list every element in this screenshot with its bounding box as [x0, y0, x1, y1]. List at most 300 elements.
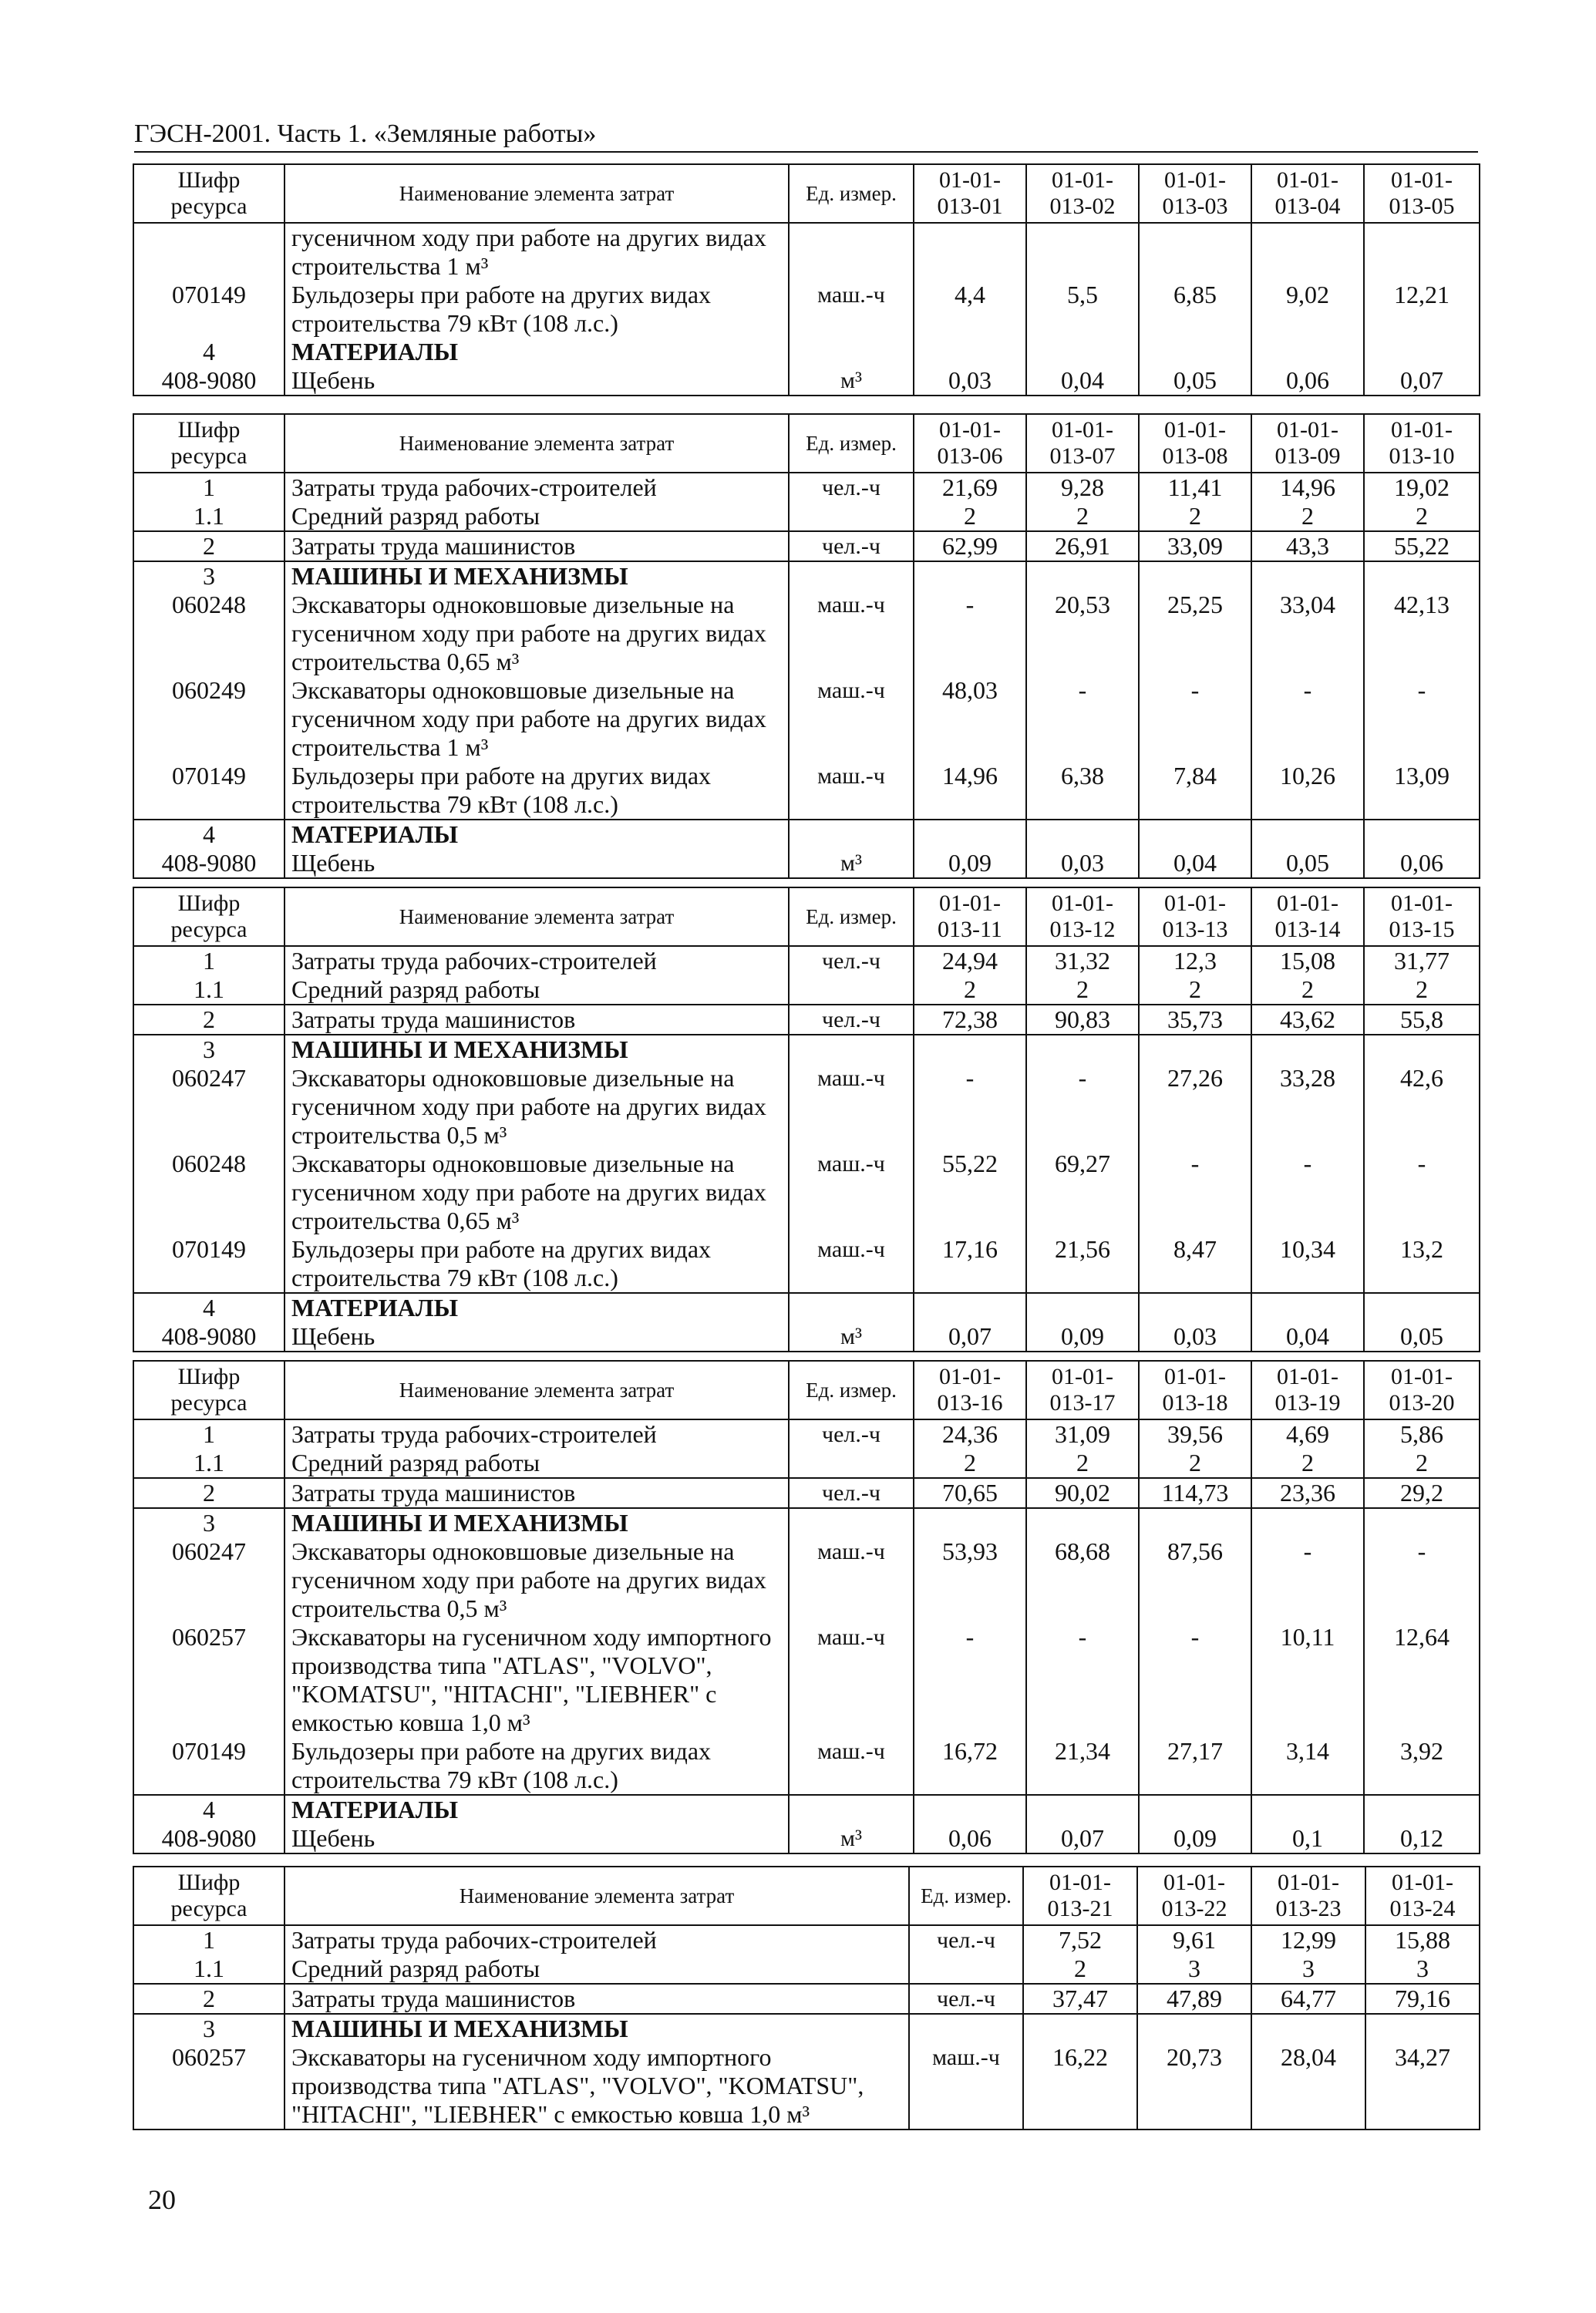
resource-name: гусеничном ходу при работе на других видах строительства 1 м³ [285, 223, 789, 281]
value-cell: 12,21 [1364, 281, 1480, 338]
value-cell [914, 1795, 1026, 1824]
value-cell: 9,61 [1137, 1925, 1251, 1954]
value-cell: 0,03 [1026, 849, 1139, 878]
norms-table-2 [133, 413, 1480, 879]
value-cell: 0,06 [1364, 849, 1480, 878]
value-cell [914, 1293, 1026, 1322]
header-code: Шифр ресурса [133, 887, 285, 946]
value-cell: 2 [1251, 502, 1364, 531]
value-cell: 0,04 [1139, 849, 1251, 878]
resource-code: 3 [133, 2014, 285, 2043]
value-cell [1364, 1035, 1480, 1064]
value-cell: - [1251, 1150, 1364, 1235]
table-header-row [133, 414, 1480, 473]
value-cell: 0,03 [914, 366, 1026, 396]
header-code: Шифр ресурса [133, 1867, 285, 1925]
header-norm-code: 01-01-013-03 [1139, 164, 1251, 223]
value-cell: 2 [1251, 975, 1364, 1005]
value-cell: 70,65 [914, 1478, 1026, 1508]
value-cell [1137, 2014, 1251, 2043]
value-cell: 48,03 [914, 676, 1026, 762]
header-norm-code: 01-01-013-01 [914, 164, 1026, 223]
value-cell: 114,73 [1139, 1478, 1251, 1508]
header-norm-code: 01-01-013-04 [1251, 164, 1364, 223]
value-cell: 2 [1026, 1449, 1139, 1478]
header-unit: Ед. измер. [789, 1361, 914, 1419]
resource-code: 4 [133, 1795, 285, 1824]
resource-code: 1.1 [133, 1954, 285, 1984]
value-cell: 33,04 [1251, 591, 1364, 676]
value-cell: 68,68 [1026, 1537, 1139, 1623]
unit [789, 561, 914, 591]
value-cell: 11,41 [1139, 473, 1251, 502]
header-code: Шифр ресурса [133, 1361, 285, 1419]
value-cell [1026, 561, 1139, 591]
value-cell: 2 [1139, 1449, 1251, 1478]
resource-name: Щебень [285, 1824, 789, 1853]
resource-code: 070149 [133, 281, 285, 338]
unit: м³ [789, 1322, 914, 1352]
header-norm-code: 01-01-013-12 [1026, 887, 1139, 946]
value-cell: 14,96 [1251, 473, 1364, 502]
value-cell [1251, 820, 1364, 849]
table-header-row [133, 1867, 1480, 1925]
value-cell [1139, 223, 1251, 281]
value-cell: 37,47 [1023, 1984, 1137, 2014]
value-cell [1364, 1508, 1480, 1537]
resource-code: 060248 [133, 591, 285, 676]
unit: чел.-ч [909, 1925, 1023, 1954]
value-cell: 31,09 [1026, 1419, 1139, 1449]
value-cell: 17,16 [914, 1235, 1026, 1293]
resource-name: Затраты труда рабочих-строителей [285, 1419, 789, 1449]
header-name: Наименование элемента затрат [285, 1867, 909, 1925]
value-cell: 31,77 [1364, 946, 1480, 975]
resource-name: Средний разряд работы [285, 975, 789, 1005]
table-row [133, 1035, 1480, 1064]
header-norm-code: 01-01-013-14 [1251, 887, 1364, 946]
value-cell: - [1251, 676, 1364, 762]
resource-code: 3 [133, 1508, 285, 1537]
value-cell: - [1139, 676, 1251, 762]
norms-table-1 [133, 163, 1480, 396]
unit [789, 820, 914, 849]
value-cell: 15,88 [1365, 1925, 1480, 1954]
header-norm-code: 01-01-013-23 [1251, 1867, 1365, 1925]
value-cell: - [1026, 676, 1139, 762]
unit: маш.-ч [789, 1623, 914, 1737]
value-cell: 4,69 [1251, 1419, 1364, 1449]
value-cell [914, 561, 1026, 591]
header-norm-code: 01-01-013-07 [1026, 414, 1139, 473]
value-cell: 0,03 [1139, 1322, 1251, 1352]
resource-code: 060257 [133, 1623, 285, 1737]
resource-name: Затраты труда машинистов [285, 531, 789, 561]
value-cell: 2 [1026, 975, 1139, 1005]
table-row [133, 1005, 1480, 1035]
header-norm-code: 01-01-013-10 [1364, 414, 1480, 473]
header-unit: Ед. измер. [789, 414, 914, 473]
resource-name: Бульдозеры при работе на других видах строительства 79 кВт (108 л.с.) [285, 1235, 789, 1293]
resource-name: Щебень [285, 366, 789, 396]
resource-code: 4 [133, 820, 285, 849]
header-name: Наименование элемента затрат [285, 164, 789, 223]
header-norm-code: 01-01-013-06 [914, 414, 1026, 473]
value-cell: 79,16 [1365, 1984, 1480, 2014]
resource-name: Экскаваторы на гусеничном ходу импортного производства типа "ATLAS", "VOLVO", "KOMATSU", "HITACHI", "LIEBHER" с емкостью ковша 1,0 м³ [285, 2043, 909, 2130]
value-cell: 2 [1023, 1954, 1137, 1984]
table-row [133, 2043, 1480, 2130]
unit [789, 1508, 914, 1537]
value-cell: 6,85 [1139, 281, 1251, 338]
unit [789, 1449, 914, 1478]
value-cell [1139, 1035, 1251, 1064]
value-cell: 34,27 [1365, 2043, 1480, 2130]
value-cell: 14,96 [914, 762, 1026, 820]
header-name: Наименование элемента затрат [285, 1361, 789, 1419]
unit: маш.-ч [789, 1737, 914, 1795]
table-row [133, 473, 1480, 502]
header-norm-code: 01-01-013-02 [1026, 164, 1139, 223]
value-cell: 0,04 [1251, 1322, 1364, 1352]
unit: м³ [789, 1824, 914, 1853]
value-cell: 0,05 [1139, 366, 1251, 396]
unit: чел.-ч [789, 946, 914, 975]
header-norm-code: 01-01-013-13 [1139, 887, 1251, 946]
value-cell [1023, 2014, 1137, 2043]
resource-name: Затраты труда рабочих-строителей [285, 1925, 909, 1954]
value-cell [1139, 1508, 1251, 1537]
table-row [133, 2014, 1480, 2043]
table-row [133, 820, 1480, 849]
header-norm-code: 01-01-013-05 [1364, 164, 1480, 223]
value-cell: 0,12 [1364, 1824, 1480, 1853]
unit [909, 2014, 1023, 2043]
value-cell: - [1251, 1537, 1364, 1623]
header-unit: Ед. измер. [789, 887, 914, 946]
resource-name: Экскаваторы одноковшовые дизельные на гусеничном ходу при работе на других видах строительства 1 м³ [285, 676, 789, 762]
value-cell: - [1026, 1623, 1139, 1737]
resource-code: 3 [133, 1035, 285, 1064]
resource-name: МАШИНЫ И МЕХАНИЗМЫ [285, 561, 789, 591]
value-cell: 0,06 [1251, 366, 1364, 396]
value-cell: 9,28 [1026, 473, 1139, 502]
value-cell: 0,06 [914, 1824, 1026, 1853]
unit [789, 1035, 914, 1064]
resource-code: 060249 [133, 676, 285, 762]
resource-code: 408-9080 [133, 1322, 285, 1352]
value-cell: - [1026, 1064, 1139, 1150]
value-cell [1139, 338, 1251, 366]
resource-name: МАТЕРИАЛЫ [285, 338, 789, 366]
value-cell [1139, 561, 1251, 591]
table-row [133, 223, 1480, 281]
value-cell: 2 [914, 502, 1026, 531]
value-cell [1026, 820, 1139, 849]
resource-name: МАШИНЫ И МЕХАНИЗМЫ [285, 1508, 789, 1537]
resource-name: Затраты труда машинистов [285, 1984, 909, 2014]
value-cell [1364, 338, 1480, 366]
value-cell [1251, 2014, 1365, 2043]
value-cell: 2 [914, 1449, 1026, 1478]
value-cell [1139, 820, 1251, 849]
resource-name: Бульдозеры при работе на других видах строительства 79 кВт (108 л.с.) [285, 1737, 789, 1795]
value-cell: 43,62 [1251, 1005, 1364, 1035]
value-cell [1364, 820, 1480, 849]
value-cell [1251, 561, 1364, 591]
resource-code: 1.1 [133, 1449, 285, 1478]
value-cell: 72,38 [914, 1005, 1026, 1035]
table-row [133, 1508, 1480, 1537]
table-row [133, 946, 1480, 975]
value-cell: 0,05 [1251, 849, 1364, 878]
value-cell: 0,05 [1364, 1322, 1480, 1352]
table-row [133, 1478, 1480, 1508]
resource-code [133, 223, 285, 281]
resource-code: 070149 [133, 1235, 285, 1293]
value-cell: 55,22 [914, 1150, 1026, 1235]
resource-name: Затраты труда машинистов [285, 1005, 789, 1035]
value-cell: 12,3 [1139, 946, 1251, 975]
value-cell: 12,99 [1251, 1925, 1365, 1954]
value-cell [914, 820, 1026, 849]
unit [789, 1795, 914, 1824]
value-cell: 7,84 [1139, 762, 1251, 820]
unit: чел.-ч [789, 1005, 914, 1035]
table-row [133, 676, 1480, 762]
resource-name: МАШИНЫ И МЕХАНИЗМЫ [285, 1035, 789, 1064]
value-cell: 19,02 [1364, 473, 1480, 502]
header-name: Наименование элемента затрат [285, 887, 789, 946]
value-cell: 62,99 [914, 531, 1026, 561]
resource-code: 3 [133, 561, 285, 591]
resource-code: 1 [133, 1419, 285, 1449]
header-norm-code: 01-01-013-16 [914, 1361, 1026, 1419]
value-cell [1026, 1508, 1139, 1537]
value-cell: 53,93 [914, 1537, 1026, 1623]
header-norm-code: 01-01-013-21 [1023, 1867, 1137, 1925]
norms-table-3 [133, 887, 1480, 1352]
value-cell: 3 [1251, 1954, 1365, 1984]
norms-table-5 [133, 1866, 1480, 2130]
resource-name: Экскаваторы одноковшовые дизельные на гусеничном ходу при работе на других видах строительства 0,5 м³ [285, 1064, 789, 1150]
value-cell [1364, 1795, 1480, 1824]
value-cell: 6,38 [1026, 762, 1139, 820]
value-cell: 0,04 [1026, 366, 1139, 396]
value-cell: 33,09 [1139, 531, 1251, 561]
unit [789, 502, 914, 531]
value-cell: 21,69 [914, 473, 1026, 502]
value-cell: 24,36 [914, 1419, 1026, 1449]
value-cell: - [1364, 1537, 1480, 1623]
table-row [133, 1737, 1480, 1795]
table-row [133, 1537, 1480, 1623]
value-cell: 29,2 [1364, 1478, 1480, 1508]
table-header-row [133, 887, 1480, 946]
value-cell: 0,07 [1364, 366, 1480, 396]
table-row [133, 561, 1480, 591]
value-cell: 87,56 [1139, 1537, 1251, 1623]
value-cell: 5,5 [1026, 281, 1139, 338]
value-cell: 16,72 [914, 1737, 1026, 1795]
value-cell: 2 [1364, 975, 1480, 1005]
header-code: Шифр ресурса [133, 414, 285, 473]
resource-code: 2 [133, 531, 285, 561]
resource-code: 1.1 [133, 502, 285, 531]
resource-code: 4 [133, 1293, 285, 1322]
resource-code: 060247 [133, 1064, 285, 1150]
resource-name: Средний разряд работы [285, 1449, 789, 1478]
value-cell: 9,02 [1251, 281, 1364, 338]
resource-name: Щебень [285, 1322, 789, 1352]
value-cell [1139, 1795, 1251, 1824]
norms-table-4 [133, 1360, 1480, 1854]
value-cell: 33,28 [1251, 1064, 1364, 1150]
unit: маш.-ч [909, 2043, 1023, 2130]
resource-code: 070149 [133, 762, 285, 820]
value-cell [1251, 223, 1364, 281]
unit: маш.-ч [789, 676, 914, 762]
header-norm-code: 01-01-013-22 [1137, 1867, 1251, 1925]
resource-name: Средний разряд работы [285, 1954, 909, 1984]
unit: чел.-ч [789, 1478, 914, 1508]
table-row [133, 1064, 1480, 1150]
unit: маш.-ч [789, 762, 914, 820]
value-cell: - [914, 1623, 1026, 1737]
value-cell: 21,56 [1026, 1235, 1139, 1293]
unit: маш.-ч [789, 1537, 914, 1623]
value-cell: 39,56 [1139, 1419, 1251, 1449]
unit: маш.-ч [789, 281, 914, 338]
value-cell: 2 [1251, 1449, 1364, 1478]
value-cell: 23,36 [1251, 1478, 1364, 1508]
value-cell [1026, 1293, 1139, 1322]
value-cell [1251, 1035, 1364, 1064]
value-cell: 3 [1365, 1954, 1480, 1984]
value-cell: 90,02 [1026, 1478, 1139, 1508]
value-cell [1251, 338, 1364, 366]
resource-code: 060248 [133, 1150, 285, 1235]
value-cell: 27,17 [1139, 1737, 1251, 1795]
table-row [133, 1322, 1480, 1352]
resource-code: 2 [133, 1005, 285, 1035]
unit [789, 975, 914, 1005]
header-unit: Ед. измер. [789, 164, 914, 223]
value-cell: - [1139, 1150, 1251, 1235]
resource-name: Затраты труда машинистов [285, 1478, 789, 1508]
value-cell [1365, 2014, 1480, 2043]
value-cell: 42,13 [1364, 591, 1480, 676]
value-cell [1364, 1293, 1480, 1322]
table-header-row [133, 164, 1480, 223]
resource-name: Бульдозеры при работе на других видах строительства 79 кВт (108 л.с.) [285, 762, 789, 820]
resource-code: 4 [133, 338, 285, 366]
value-cell: - [1364, 676, 1480, 762]
unit: маш.-ч [789, 1150, 914, 1235]
value-cell: 2 [1364, 502, 1480, 531]
header-norm-code: 01-01-013-09 [1251, 414, 1364, 473]
table-row [133, 849, 1480, 878]
resource-name: Бульдозеры при работе на других видах строительства 79 кВт (108 л.с.) [285, 281, 789, 338]
unit [909, 1954, 1023, 1984]
value-cell: - [1139, 1623, 1251, 1737]
value-cell: 4,4 [914, 281, 1026, 338]
value-cell: 2 [1139, 975, 1251, 1005]
value-cell [1251, 1795, 1364, 1824]
value-cell [914, 1035, 1026, 1064]
table-row [133, 975, 1480, 1005]
value-cell: 16,22 [1023, 2043, 1137, 2130]
value-cell: 12,64 [1364, 1623, 1480, 1737]
value-cell: 0,09 [914, 849, 1026, 878]
resource-name: Щебень [285, 849, 789, 878]
unit: чел.-ч [909, 1984, 1023, 2014]
resource-code: 070149 [133, 1737, 285, 1795]
unit: маш.-ч [789, 591, 914, 676]
value-cell [914, 223, 1026, 281]
value-cell: 8,47 [1139, 1235, 1251, 1293]
table-row [133, 762, 1480, 820]
value-cell: 69,27 [1026, 1150, 1139, 1235]
resource-code: 2 [133, 1984, 285, 2014]
table-header-row [133, 1361, 1480, 1419]
table-row [133, 502, 1480, 531]
table-row [133, 1824, 1480, 1853]
value-cell [1139, 1293, 1251, 1322]
resource-name: Экскаваторы одноковшовые дизельные на гусеничном ходу при работе на других видах строительства 0,65 м³ [285, 1150, 789, 1235]
value-cell: 20,53 [1026, 591, 1139, 676]
table-row [133, 1419, 1480, 1449]
value-cell: 28,04 [1251, 2043, 1365, 2130]
unit: м³ [789, 849, 914, 878]
unit: маш.-ч [789, 1064, 914, 1150]
value-cell: 64,77 [1251, 1984, 1365, 2014]
resource-name: МАТЕРИАЛЫ [285, 820, 789, 849]
table-row [133, 1150, 1480, 1235]
resource-name: МАТЕРИАЛЫ [285, 1795, 789, 1824]
header-norm-code: 01-01-013-18 [1139, 1361, 1251, 1419]
header-norm-code: 01-01-013-20 [1364, 1361, 1480, 1419]
value-cell: 15,08 [1251, 946, 1364, 975]
value-cell: - [914, 591, 1026, 676]
value-cell: 10,34 [1251, 1235, 1364, 1293]
value-cell: 5,86 [1364, 1419, 1480, 1449]
header-norm-code: 01-01-013-15 [1364, 887, 1480, 946]
value-cell: 2 [1026, 502, 1139, 531]
resource-name: Экскаваторы одноковшовые дизельные на гусеничном ходу при работе на других видах строительства 0,65 м³ [285, 591, 789, 676]
table-row [133, 1235, 1480, 1293]
resource-code: 1 [133, 473, 285, 502]
unit [789, 1293, 914, 1322]
value-cell: 10,26 [1251, 762, 1364, 820]
header-norm-code: 01-01-013-08 [1139, 414, 1251, 473]
header-unit: Ед. измер. [909, 1867, 1023, 1925]
unit: чел.-ч [789, 473, 914, 502]
value-cell: 43,3 [1251, 531, 1364, 561]
table-row [133, 366, 1480, 396]
value-cell: 2 [1364, 1449, 1480, 1478]
value-cell [1251, 1293, 1364, 1322]
table-row [133, 1623, 1480, 1737]
resource-code: 408-9080 [133, 1824, 285, 1853]
table-row [133, 1954, 1480, 1984]
header-norm-code: 01-01-013-24 [1365, 1867, 1480, 1925]
value-cell: 42,6 [1364, 1064, 1480, 1150]
value-cell: 10,11 [1251, 1623, 1364, 1737]
value-cell: 25,25 [1139, 591, 1251, 676]
resource-code: 060247 [133, 1537, 285, 1623]
value-cell: - [914, 1064, 1026, 1150]
